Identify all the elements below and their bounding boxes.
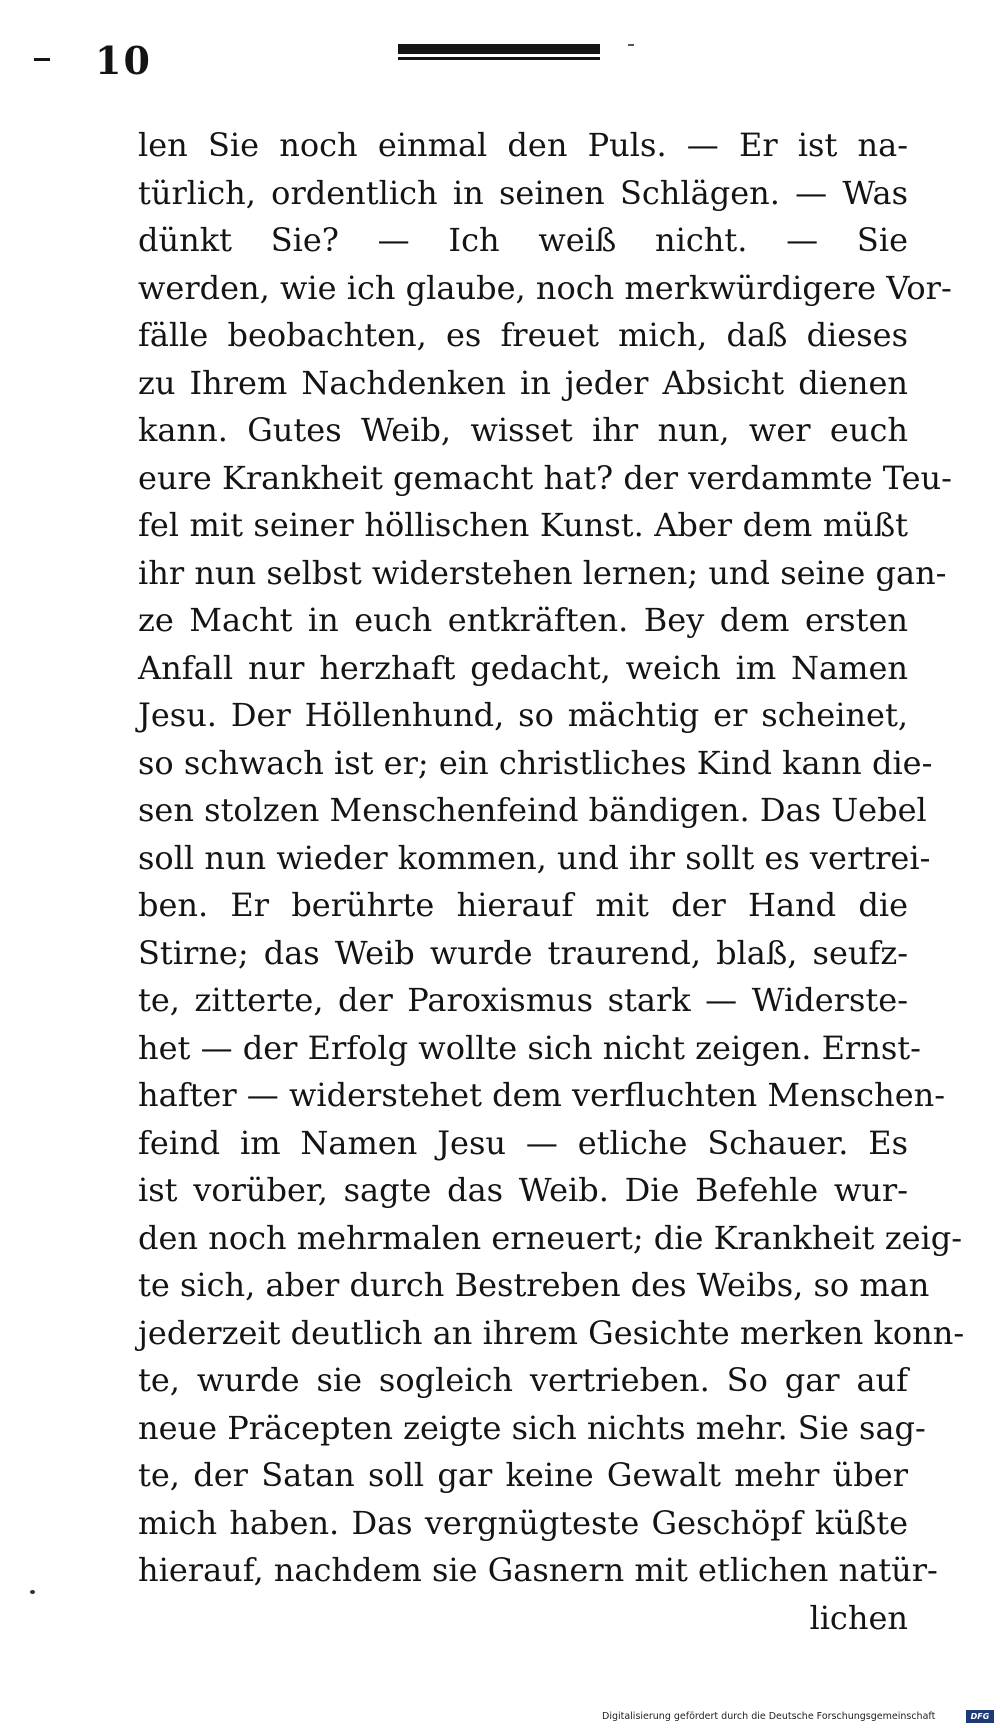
text-line: hierauf, nachdem sie Gasnern mit etlichen natür-: [138, 1551, 938, 1589]
body-text: [138, 122, 965, 1642]
text-line: Stirne; das Weib wurde traurend, blaß, seufz-: [138, 933, 908, 972]
catchword: lichen: [809, 1598, 908, 1637]
text-line: kann. Gutes Weib, wisset ihr nun, wer euch: [138, 411, 908, 449]
text-line: ist vorüber, sagte das Weib. Die Befehle wur-: [138, 1171, 908, 1209]
text-line: len Sie noch einmal den Puls. — Er ist na-: [138, 126, 908, 164]
text-line: te, der Satan soll gar keine Gewalt mehr über: [138, 1456, 908, 1494]
text-line: neue Präcepten zeigte sich nichts mehr. Sie sag-: [138, 1408, 926, 1447]
text-line: te sich, aber durch Bestreben des Weibs, so man: [138, 1266, 930, 1304]
text-line: jederzeit deutlich an ihrem Gesichte merken konn-: [138, 1313, 965, 1352]
digitization-credit: Digitalisierung gefördert durch die Deutsche Forschungsgemeinschaft: [602, 1711, 936, 1722]
header-rule: [398, 44, 600, 54]
page-number: 10: [95, 38, 152, 83]
dfg-logo: DFG: [966, 1710, 994, 1723]
text-line: het — der Erfolg wollte sich nicht zeigen. Ernst-: [138, 1028, 921, 1067]
text-line: werden, wie ich glaube, noch merkwürdigere Vor-: [138, 268, 952, 307]
text-line: dünkt Sie? — Ich weiß nicht. — Sie: [138, 221, 908, 259]
text-line: fel mit seiner höllischen Kunst. Aber dem müßt: [138, 506, 908, 544]
text-line: türlich, ordentlich in seinen Schlägen. — Was: [138, 173, 908, 212]
text-line: so schwach ist er; ein christliches Kind kann die-: [138, 743, 933, 782]
header-rule-thin: [398, 57, 600, 60]
text-line: fälle beobachten, es freuet mich, daß dieses: [138, 316, 908, 354]
text-line: ben. Er berührte hierauf mit der Hand die: [138, 886, 908, 924]
text-line: soll nun wieder kommen, und ihr sollt es vertrei-: [138, 838, 931, 877]
text-line: ze Macht in euch entkräften. Bey dem ersten: [138, 601, 908, 639]
text-line: den noch mehrmalen erneuert; die Krankheit zeig-: [138, 1218, 963, 1257]
header-speck: [628, 44, 634, 46]
text-line: zu Ihrem Nachdenken in jeder Absicht dienen: [138, 363, 908, 402]
text-line: te, wurde sie sogleich vertrieben. So gar auf: [138, 1361, 908, 1399]
text-line: ihr nun selbst widerstehen lernen; und seine gan-: [138, 553, 947, 592]
text-line: te, zitterte, der Paroxismus stark — Widerste-: [138, 981, 908, 1019]
text-line: hafter — widerstehet dem verfluchten Menschen-: [138, 1076, 946, 1114]
margin-speck: [30, 1590, 35, 1594]
text-line: sen stolzen Menschenfeind bändigen. Das Uebel: [138, 791, 927, 829]
text-line: mich haben. Das vergnügteste Geschöpf küßte: [138, 1503, 908, 1542]
text-line: Anfall nur herzhaft gedacht, weich im Namen: [138, 648, 908, 687]
margin-mark: [34, 58, 50, 61]
text-line: Jesu. Der Höllenhund, so mächtig er scheinet,: [138, 696, 908, 734]
text-line: eure Krankheit gemacht hat? der verdammte Teu-: [138, 458, 952, 497]
text-line: feind im Namen Jesu — etliche Schauer. Es: [138, 1123, 908, 1162]
